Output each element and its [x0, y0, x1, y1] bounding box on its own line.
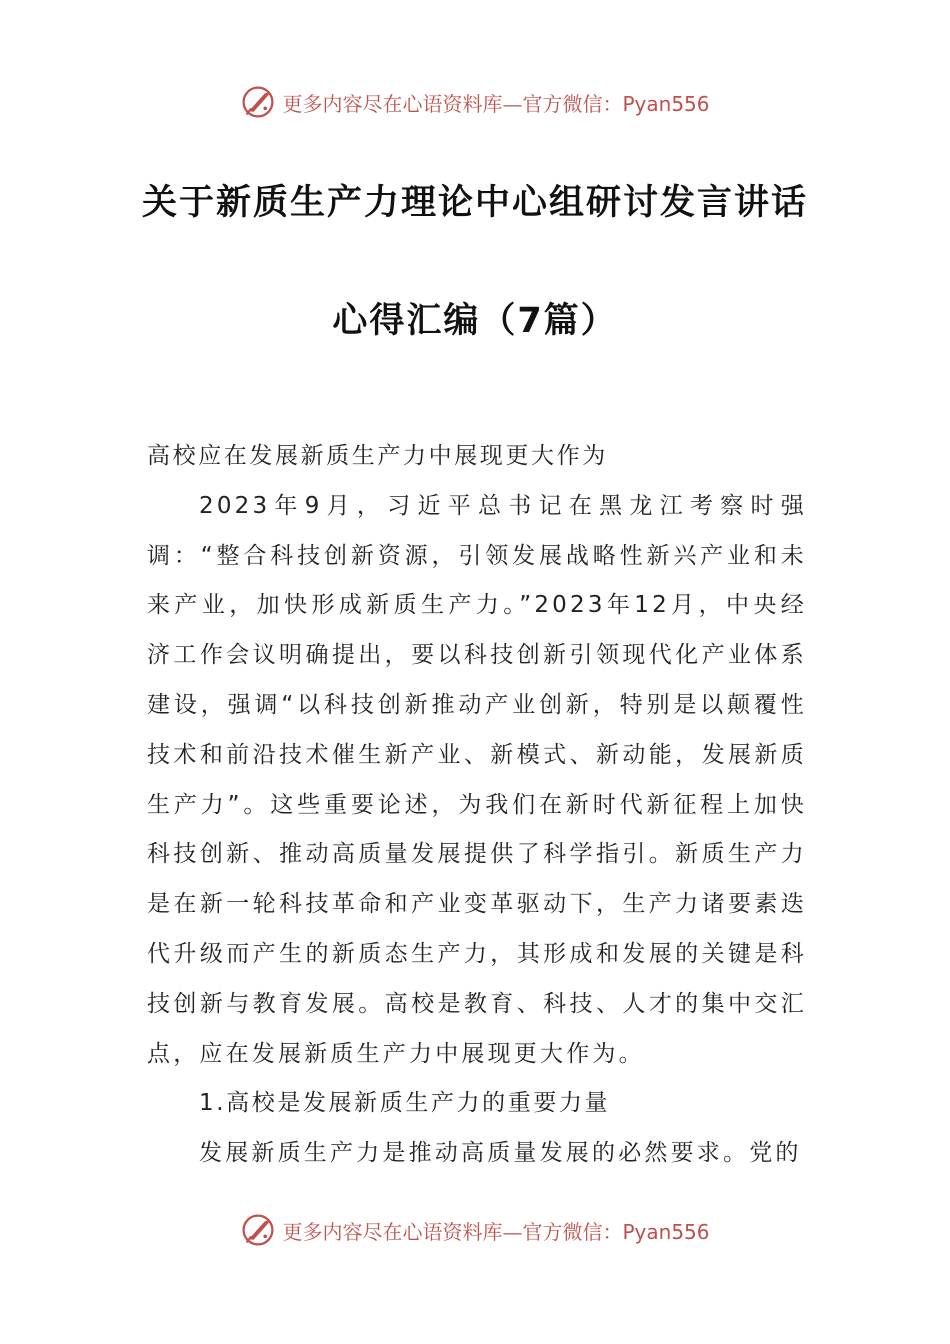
- document-title-line1: 关于新质生产力理论中心组研讨发言讲话: [141, 183, 808, 223]
- paragraph-1: 2023年9月，习近平总书记在黑龙江考察时强调：“整合科技创新资源，引领发展战略性新兴产业和未来产业，加快形成新质生产力。”2023年12月，中央经济工作会议明确提出，要以科技创新引领现代化产业体系建设，强调“以科技创新推动产业创新，特别是以颠覆性技术和前沿技术催生新产业、新模式、新动能，发展新质生产力”。这些重要论述，为我们在新时代新征程上加快科技创新、推动高质量发展提供了科学指引。新质生产力是在新一轮科技革命和产业变革驱动下，生产力诸要素迭代升级而产生的新质态生产力，其形成和发展的关键是科技创新与教育发展。高校是教育、科技、人才的集中交汇点，应在发展新质生产力中展现更大作为。: [147, 492, 807, 1067]
- quill-pen-logo-icon: [240, 1212, 276, 1248]
- section-heading: 高校应在发展新质生产力中展现更大作为: [147, 443, 608, 469]
- document-title-line2: 心得汇编（7篇）: [332, 301, 618, 341]
- quill-pen-logo-icon: [240, 84, 276, 120]
- header-watermark: [0, 80, 950, 124]
- paragraph-2: 发展新质生产力是推动高质量发展的必然要求。党的: [199, 1140, 802, 1167]
- watermark-text: 更多内容尽在心语资料库—官方微信：Pyan556: [282, 91, 710, 116]
- document-body: [147, 432, 807, 1179]
- subheading-1: 1.高校是发展新质生产力的重要力量: [199, 1090, 611, 1117]
- footer-watermark: [0, 1208, 950, 1252]
- watermark-text: 更多内容尽在心语资料库—官方微信：Pyan556: [282, 1219, 710, 1244]
